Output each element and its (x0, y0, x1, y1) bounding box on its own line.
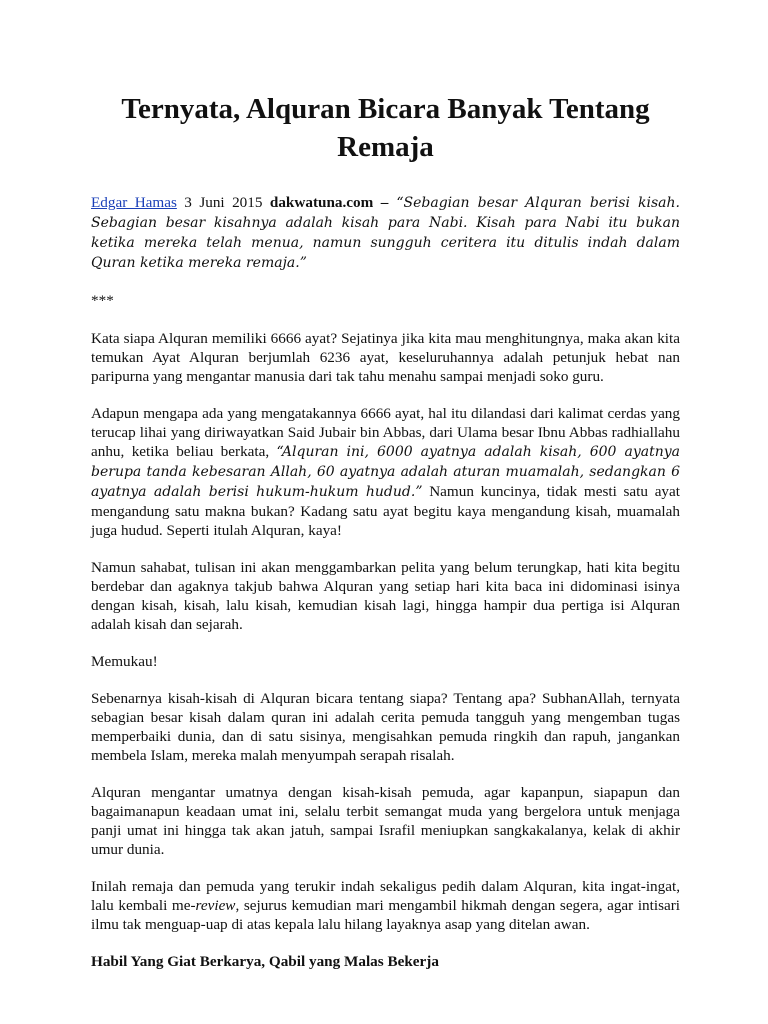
separator: *** (91, 292, 114, 309)
article-date: 3 Juni 2015 (176, 194, 270, 211)
paragraph-1: Kata siapa Alquran memiliki 6666 ayat? Sejatinya jika kita mau menghitungnya, maka akan kita temukan Ayat Alquran berjumlah 6236 ayat, keseluruhannya adalah petunjuk hebat nan paripurna yang mengantar manusia dari tak tahu menahu sampai menjadi soko guru. (91, 330, 680, 385)
section-heading: Habil Yang Giat Berkarya, Qabil yang Malas Bekerja (91, 953, 439, 970)
paragraph-5: Sebenarnya kisah-kisah di Alquran bicara tentang siapa? Tentang apa? SubhanAllah, ternyata sebagian besar kisah dalam quran ini adalah cerita pemuda tangguh yang mengemban tugas memperbaiki dunia, dan di satu sisinya, mengisahkan pemuda ringkih dan rapuh, jangankan membela Islam, mereka malah menyumpah serapah risalah. (91, 690, 680, 764)
ibnu-abbas-quote: “Alquran ini, 6000 ayatnya adalah kisah, 600 ayatnya berupa tanda kebesaran Allah, 60 ayatnya adalah aturan muamalah, sedangkan 6 ayatnya adalah berisi hukum-hukum hudud.” (91, 444, 680, 500)
paragraph-6: Alquran mengantar umatnya dengan kisah-kisah pemuda, agar kapanpun, siapapun dan bagaimanapun keadaan umat ini, selalu terbit semangat muda yang bergelora untuk menjaga panji umat ini hingga tak akan jatuh, sampai Israfil meniupkan sangkakalanya, kelak di akhir umur dunia. (91, 784, 680, 858)
paragraph-3: Namun sahabat, tulisan ini akan menggambarkan pelita yang belum terungkap, hati kita begitu berdebar dan agaknya takjub bahwa Alquran yang setiap hari kita baca ini didominasi isinya dengan kisah, kisah, lalu kisah, kemudian kisah lagi, hingga hampir dua pertiga isi Alquran adalah kisah dan sejarah. (91, 559, 680, 633)
lead-quote: “Sebagian besar Alquran berisi kisah. Sebagian besar kisahnya adalah kisah para Nabi. Kisah para Nabi itu bukan ketika mereka telah menua, namun sungguh ceritera itu ditulis indah dalam Quran ketika mereka remaja.” (91, 195, 680, 271)
review-word: review (195, 897, 236, 914)
paragraph-2 (91, 404, 680, 540)
paragraph-7 (91, 877, 680, 934)
article-title: Ternyata, Alquran Bicara Banyak Tentang Remaja (121, 93, 650, 163)
paragraph-2-intro: Adapun mengapa ada yang mengatakannya 6666 ayat, hal itu dilandasi dari kalimat cerdas yang terucap lihai yang diriwayatkan Said Jubair bin Abbas, dari Ulama besar Ibnu Abbas radhiallahu anhu, ketika beliau berkata, (91, 405, 680, 460)
source-name: dakwatuna.com – (269, 194, 389, 211)
author-link[interactable]: Edgar Hamas (91, 194, 177, 211)
paragraph-4: Memukau! (91, 653, 158, 670)
paragraph-7-intro: Inilah remaja dan pemuda yang terukir indah sekaligus pedih dalam Alquran, kita ingat-ingat, lalu kembali me- (91, 878, 680, 914)
paragraph-7-rest: , sejurus kemudian mari mengambil hikmah dengan segera, agar intisari ilmu tak menguap-uap di atas kepala lalu hilang layaknya asap yang ditelan awan. (91, 897, 681, 933)
paragraph-2-rest: Namun kuncinya, tidak mesti satu ayat mengandung satu makna bukan? Kadang satu ayat begitu kaya mengandung kisah, muamalah juga hudud. Seperti itulah Alquran, kaya! (91, 483, 680, 539)
byline-paragraph (91, 193, 680, 273)
